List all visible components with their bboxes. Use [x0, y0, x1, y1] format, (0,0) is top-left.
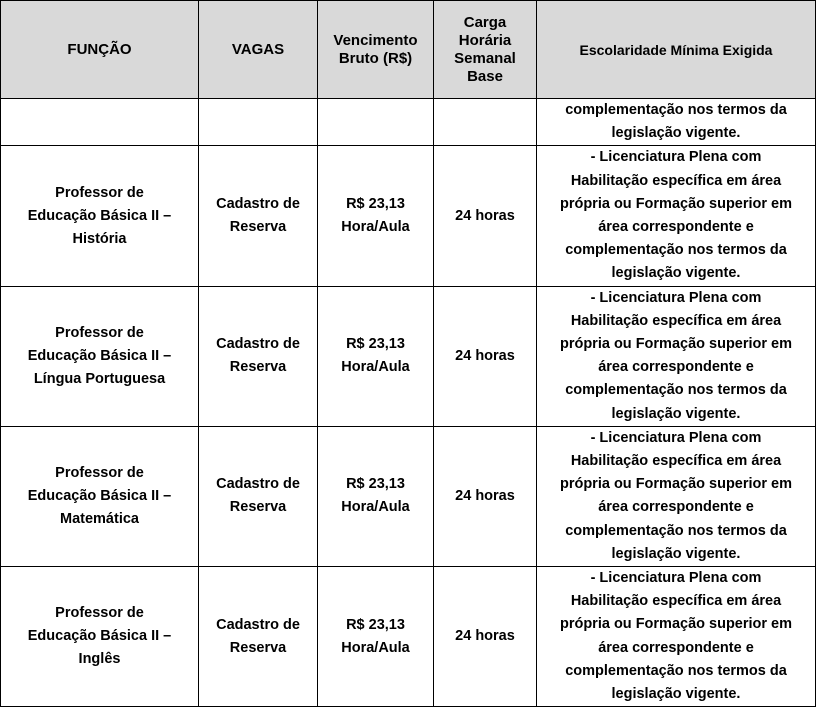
vagas-line: Reserva	[229, 219, 287, 236]
vagas-line: Cadastro de	[216, 336, 300, 353]
escolaridade-line: legislação vigente.	[611, 545, 741, 562]
cell-escolaridade	[537, 567, 816, 707]
cell-vencimento	[318, 567, 434, 707]
escolaridade-line: - Licenciatura Plena com	[590, 149, 762, 166]
table-row	[1, 286, 816, 426]
escolaridade-line: complementação nos termos da	[565, 242, 787, 259]
cell-vencimento-empty	[318, 99, 434, 146]
cell-carga: 24 horas	[434, 426, 537, 566]
vencimento-line: Hora/Aula	[341, 499, 410, 516]
escolaridade-line: própria ou Formação superior em	[559, 616, 793, 633]
escolaridade-line: legislação vigente.	[611, 686, 741, 703]
funcao-line: Professor de	[55, 324, 144, 341]
escolaridade-line: complementação nos termos da	[565, 662, 787, 679]
cell-funcao	[1, 567, 199, 707]
vencimento-line: Hora/Aula	[341, 639, 410, 656]
cell-vagas	[199, 426, 318, 566]
cell-vagas	[199, 286, 318, 426]
funcao-line: Educação Básica II –	[27, 487, 172, 504]
escolaridade-line: complementação nos termos da	[565, 522, 787, 539]
escolaridade-line: complementação nos termos da	[565, 102, 787, 118]
header-vagas: VAGAS	[199, 1, 318, 99]
vagas-line: Cadastro de	[216, 476, 300, 493]
vencimento-line: Hora/Aula	[341, 359, 410, 376]
escolaridade-line: - Licenciatura Plena com	[590, 429, 762, 446]
cell-vencimento	[318, 146, 434, 286]
funcao-line: Professor de	[55, 605, 144, 622]
header-vencimento-line: Vencimento	[333, 31, 418, 49]
cell-carga-empty	[434, 99, 537, 146]
vencimento-line: R$ 23,13	[346, 196, 405, 213]
escolaridade-line: Habilitação específica em área	[570, 172, 782, 189]
escolaridade-line: - Licenciatura Plena com	[590, 570, 762, 587]
escolaridade-line: - Licenciatura Plena com	[590, 289, 762, 306]
funcao-line: Educação Básica II –	[27, 347, 172, 364]
header-funcao: FUNÇÃO	[1, 1, 199, 99]
vagas-line: Reserva	[229, 639, 287, 656]
funcao-line: Inglês	[78, 651, 121, 668]
cell-escolaridade	[537, 286, 816, 426]
cell-escolaridade	[537, 99, 816, 146]
escolaridade-line: complementação nos termos da	[565, 382, 787, 399]
cell-funcao-empty	[1, 99, 199, 146]
vencimento-line: Hora/Aula	[341, 219, 410, 236]
vagas-line: Reserva	[229, 499, 287, 516]
funcao-line: Professor de	[55, 464, 144, 481]
escolaridade-line: legislação vigente.	[611, 405, 741, 422]
vencimento-line: R$ 23,13	[346, 616, 405, 633]
escolaridade-line: área correspondente e	[598, 359, 754, 376]
escolaridade-line: legislação vigente.	[611, 125, 741, 142]
cell-vencimento	[318, 286, 434, 426]
escolaridade-line: Habilitação específica em área	[570, 312, 782, 329]
cell-carga: 24 horas	[434, 567, 537, 707]
escolaridade-line: Habilitação específica em área	[570, 593, 782, 610]
cell-funcao	[1, 286, 199, 426]
cell-carga: 24 horas	[434, 286, 537, 426]
table-row	[1, 426, 816, 566]
header-vencimento	[318, 1, 434, 99]
cell-vagas-empty	[199, 99, 318, 146]
escolaridade-line: área correspondente e	[598, 499, 754, 516]
header-vencimento-line: Bruto (R$)	[338, 49, 413, 67]
cell-funcao	[1, 426, 199, 566]
vagas-line: Cadastro de	[216, 196, 300, 213]
escolaridade-line: Habilitação específica em área	[570, 453, 782, 470]
cell-funcao	[1, 146, 199, 286]
table-row-continued	[1, 99, 816, 146]
header-carga-line: Semanal	[454, 49, 516, 67]
funcao-line: Língua Portuguesa	[33, 370, 166, 387]
header-carga-line: Horária	[458, 31, 512, 49]
cell-vagas	[199, 567, 318, 707]
funcao-line: Educação Básica II –	[27, 628, 172, 645]
escolaridade-line: própria ou Formação superior em	[559, 336, 793, 353]
escolaridade-line: área correspondente e	[598, 219, 754, 236]
cell-vagas	[199, 146, 318, 286]
funcao-line: Professor de	[55, 184, 144, 201]
cell-escolaridade	[537, 426, 816, 566]
vencimento-line: R$ 23,13	[346, 476, 405, 493]
table-row	[1, 567, 816, 707]
escolaridade-line: própria ou Formação superior em	[559, 195, 793, 212]
table-header-row	[1, 1, 816, 99]
funcao-line: Educação Básica II –	[27, 207, 172, 224]
table-row	[1, 146, 816, 286]
header-escolaridade: Escolaridade Mínima Exigida	[537, 1, 816, 99]
escolaridade-line: legislação vigente.	[611, 265, 741, 282]
vencimento-line: R$ 23,13	[346, 336, 405, 353]
cell-vencimento	[318, 426, 434, 566]
escolaridade-line: área correspondente e	[598, 639, 754, 656]
vagas-line: Reserva	[229, 359, 287, 376]
cell-escolaridade	[537, 146, 816, 286]
funcao-line: História	[72, 230, 127, 247]
vagas-line: Cadastro de	[216, 616, 300, 633]
escolaridade-line: própria ou Formação superior em	[559, 476, 793, 493]
funcao-line: Matemática	[60, 510, 139, 527]
header-carga-line: Base	[467, 67, 503, 85]
cell-carga: 24 horas	[434, 146, 537, 286]
header-carga-horaria	[434, 1, 537, 99]
header-carga-line: Carga	[463, 13, 507, 31]
